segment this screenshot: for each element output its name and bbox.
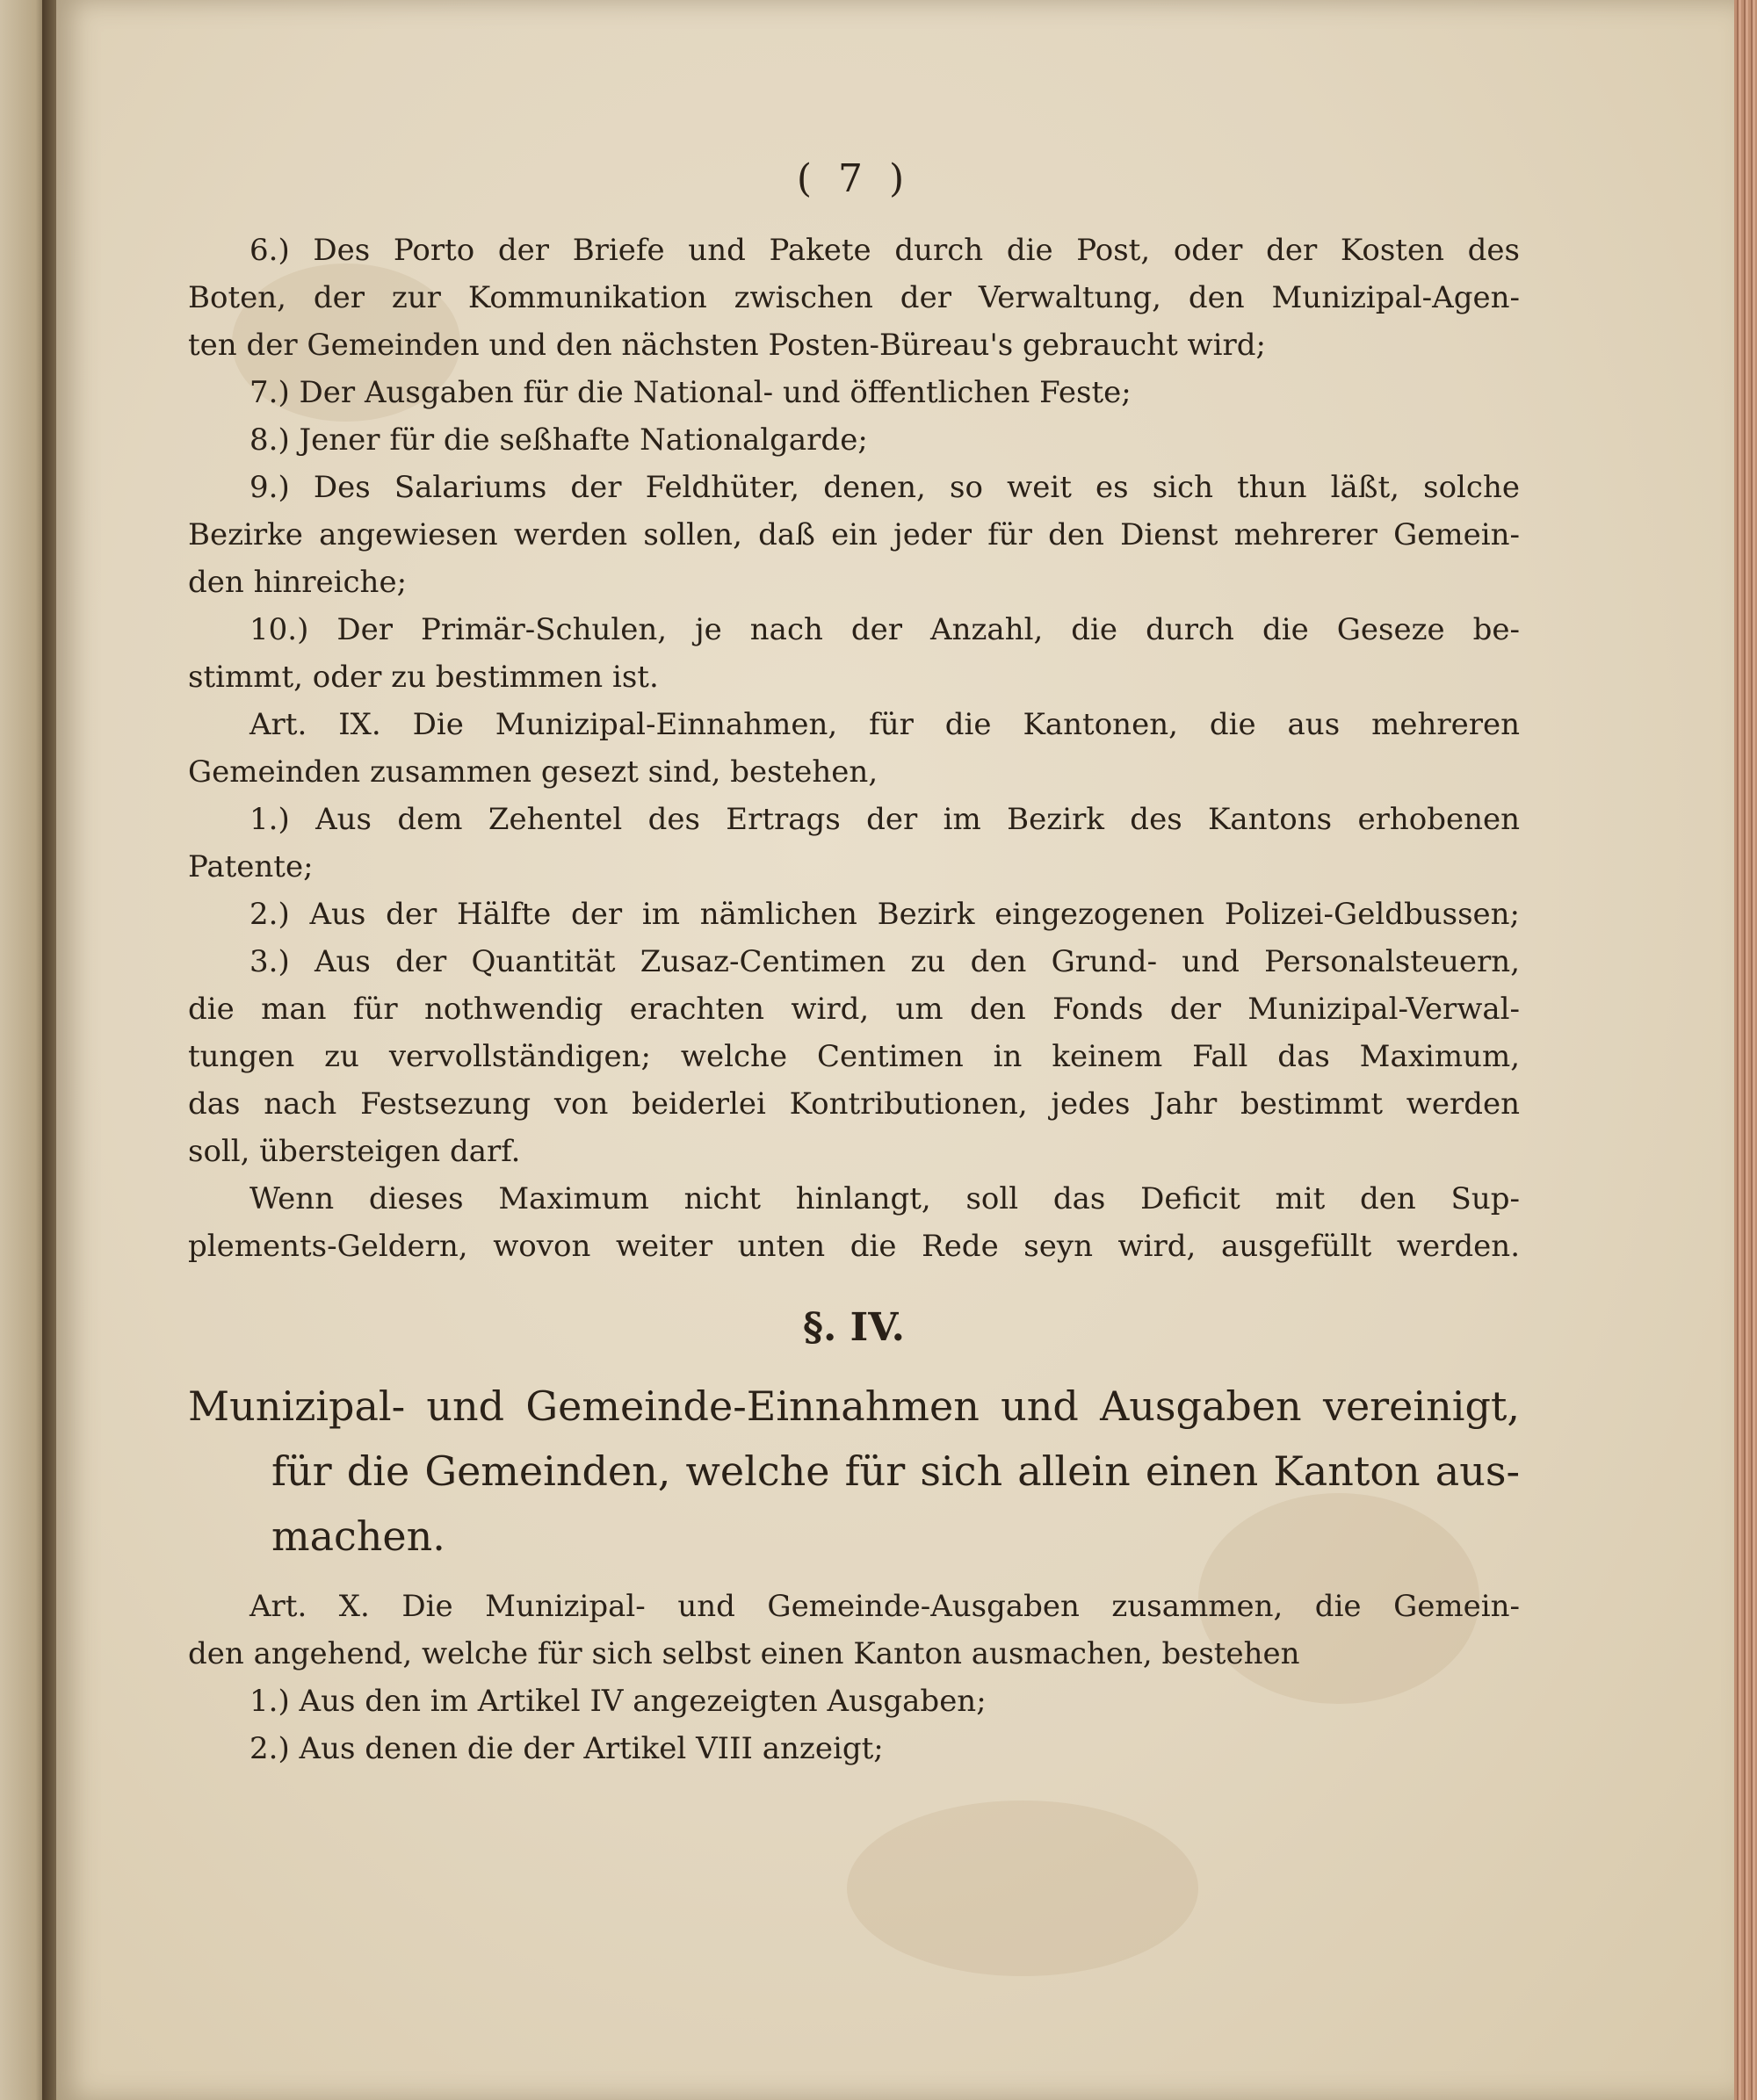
text-line: 2.) Aus der Hälfte der im nämlichen Bezirk eingezogenen Polizei-Geldbussen; [249, 897, 1520, 932]
section-number: §. IV. [803, 1305, 905, 1350]
text-line: Wenn dieses Maximum nicht hinlangt, soll das Deficit mit den Sup- [249, 1181, 1520, 1216]
text-line: den hinreiche; [188, 565, 408, 600]
text-line: Patente; [188, 849, 314, 884]
text-line: 3.) Aus der Quantität Zusaz-Centimen zu den Grund- und Personalsteuern, [249, 944, 1520, 979]
text-line: 1.) Aus dem Zehentel des Ertrags der im Bezirk des Kantons erhobenen [249, 802, 1520, 837]
page [56, 0, 1734, 2100]
text-line: 7.) Der Ausgaben für die National- und öffentlichen Feste; [249, 375, 1132, 410]
text-line: das nach Festsezung von beiderlei Kontributionen, jedes Jahr bestimmt werden [188, 1086, 1520, 1122]
stain [847, 1801, 1198, 1976]
text-line: tungen zu vervollständigen; welche Centimen in keinem Fall das Maximum, [188, 1039, 1520, 1074]
text-line: Gemeinden zusammen gesezt sind, bestehen, [188, 754, 878, 790]
page-number: ( 7 ) [796, 156, 912, 201]
text-line: Boten, der zur Kommunikation zwischen der Verwaltung, den Munizipal-Agen- [188, 280, 1520, 315]
text-line: plements-Geldern, wovon weiter unten die Rede seyn wird, ausgefüllt werden. [188, 1229, 1520, 1264]
section-title-line: machen. [271, 1512, 445, 1560]
text-line: den angehend, welche für sich selbst einen Kanton ausmachen, bestehen [188, 1636, 1300, 1671]
text-line: soll, übersteigen darf. [188, 1134, 521, 1169]
text-line: Bezirke angewiesen werden sollen, daß ein jeder für den Dienst mehrerer Gemein- [188, 517, 1520, 552]
article-heading: Art. X. Die Munizipal- und Gemeinde-Ausgaben zusammen, die Gemein- [249, 1589, 1520, 1624]
section-title-line: für die Gemeinden, welche für sich allein einen Kanton aus- [271, 1447, 1520, 1495]
text-line: 10.) Der Primär-Schulen, je nach der Anzahl, die durch die Geseze be- [249, 612, 1520, 647]
text-line: 1.) Aus den im Artikel IV angezeigten Ausgaben; [249, 1684, 987, 1719]
page-edge [1734, 0, 1757, 2100]
text-line: 2.) Aus denen die der Artikel VIII anzeigt; [249, 1731, 884, 1766]
text-line: 8.) Jener für die seßhafte Nationalgarde; [249, 422, 868, 458]
section-title-line: Munizipal- und Gemeinde-Einnahmen und Ausgaben vereinigt, [188, 1382, 1520, 1430]
text-line: die man für nothwendig erachten wird, um den Fonds der Munizipal-Verwal- [188, 992, 1520, 1027]
text-line: 6.) Des Porto der Briefe und Pakete durch die Post, oder der Kosten des [249, 233, 1520, 268]
text-line: ten der Gemeinden und den nächsten Posten-Büreau's gebraucht wird; [188, 328, 1266, 363]
text-line: 9.) Des Salariums der Feldhüter, denen, so weit es sich thun läßt, solche [249, 470, 1520, 505]
article-heading: Art. IX. Die Munizipal-Einnahmen, für die Kantonen, die aus mehreren [249, 707, 1520, 742]
text-line: stimmt, oder zu bestimmen ist. [188, 660, 659, 695]
